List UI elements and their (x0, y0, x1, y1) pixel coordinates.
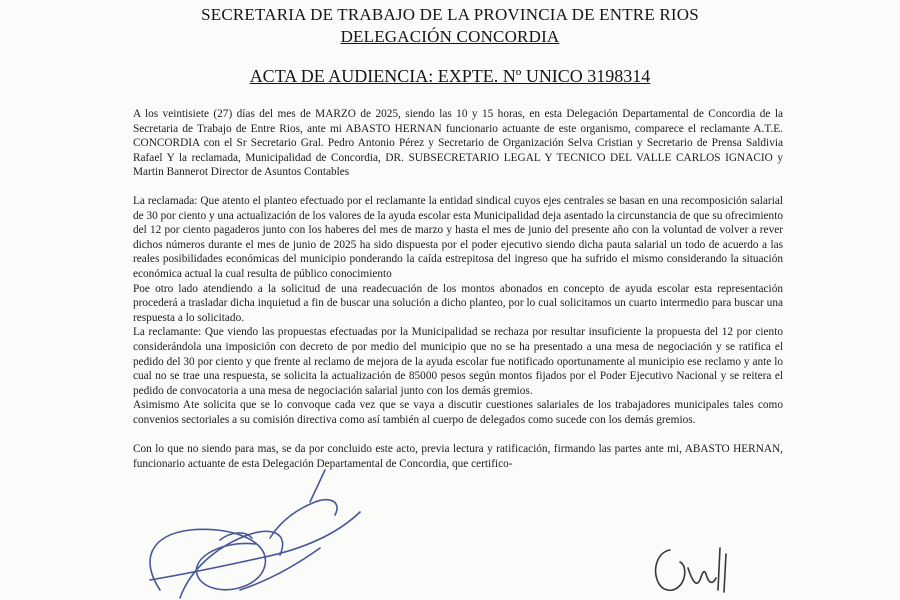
paragraph-asimismo: Asimismo Ate solicita que se lo convoque cada vez que se vaya a discutir cuestiones salariales de los trabajadores municipales tales como convenios sectoriales a su comisión directiva como así también al cuerpo de delegados como sucede con los demás gremios. (133, 399, 783, 426)
paragraph-intro: A los veintisiete (27) días del mes de MARZO de 2025, siendo las 10 y 15 horas, en esta Delegación Departamental de Concordia de la Secretaria de Trabajo de Entre Rios, ante mi ABASTO HERNAN funcionario actuante de este organismo, comparece el reclamante A.T.E. CONCORDIA con el Sr Secretario Gral. Pedro Antonio Pérez y Secretario de Organización Selva Cristian y Secretario de Prensa Saldivia Rafael Y la reclamada, Municipalidad de Concordia, DR. SUBSECRETARIO LEGAL Y TECNICO DEL VALLE CARLOS IGNACIO y Martin Bannerot Director de Asuntos Contables (133, 108, 783, 179)
header-delegacion: DELEGACIÓN CONCORDIA (340, 27, 560, 46)
paragraph-reclamada: La reclamada: Que atento el planteo efectuado por el reclamante la entidad sindical cuyos ejes centrales se basan en una recomposición salarial de 30 por ciento y una actualización de los valores de la ayuda escolar esta Municipalidad deja asentado la circunstancia de que su ofrecimiento del 12 por ciento pagaderos junto con los haberes del mes de marzo y hasta el mes de junio del presente año con la voluntad de volver a rever dichos números durante el mes de junio de 2025 ha sido dispuesta por el poder ejecutivo siendo dicha pauta salarial un todo de acuerdo a las reales posibilidades económicas del municipio ponderando la caída estrepitosa del ingreso que ha sufrido el mismo considerando la situación económica actual la cual resulta de público conocimiento (133, 194, 783, 280)
acta-title: ACTA DE AUDIENCIA: EXPTE. Nº UNICO 3198314 (249, 66, 651, 86)
paragraph-otro-lado: Poe otro lado atendiendo a la solicitud de una readecuación de los montos abonados en concepto de ayuda escolar esta representación procederá a trasladar dicha inquietud a fin de buscar una solución a dicho planteo, por lo cual solicitamos un cuarto intermedio para buscar una respuesta a lo solicitado. (133, 282, 783, 324)
signature-right-icon (640, 540, 760, 600)
acta-body (133, 107, 783, 472)
header-secretaria: SECRETARIA DE TRABAJO DE LA PROVINCIA DE ENTRE RIOS (201, 5, 699, 24)
paragraph-reclamante: La reclamante: Que viendo las propuestas efectuadas por la Municipalidad se rechaza por resultar insuficiente la propuesta del 12 por ciento considerándola una imposición con decreto de por medio del municipio que no se ha presentado a una mesa de negociación y se ratifica el pedido del 30 por ciento y que frente al reclamo de mejora de la ayuda escolar fue notificado oportunamente al municipio ese reclamo y ante lo cual no se trae una respuesta, se solicita la actualización de 85000 pesos según montos fijados por el Poder Ejecutivo Nacional y se reitera el pedido de convocatoria a una mesa de negociación salarial junto con los demás gremios. (133, 326, 783, 397)
paragraph-cierre: Con lo que no siendo para mas, se da por concluido este acto, previa lectura y ratificación, firmando las partes ante mi, ABASTO HERNAN, funcionario actuante de esta Delegación Departamental de Concordia, que certifico- (133, 443, 783, 471)
